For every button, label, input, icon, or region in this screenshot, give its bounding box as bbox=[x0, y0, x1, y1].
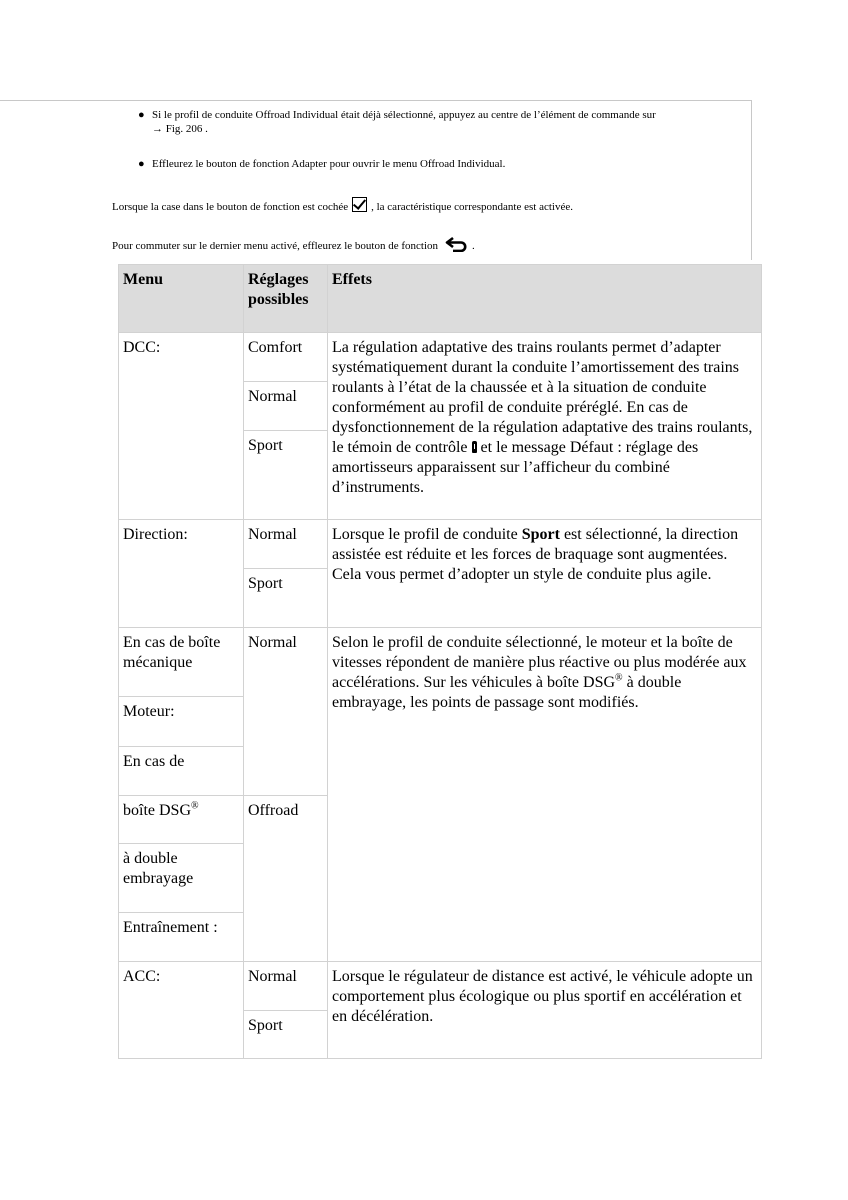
bullet1-text: Si le profil de conduite Offroad Individual était déjà sélectionné, appuyez au centre de l’élément de commande sur bbox=[152, 109, 656, 121]
figure-reference: → Fig. 206 . bbox=[152, 123, 208, 135]
motor-menu-1: En cas de boîte mécanique bbox=[119, 628, 244, 697]
direction-effect bbox=[328, 520, 762, 628]
bullet-dot: ● bbox=[138, 109, 145, 121]
table-row bbox=[119, 961, 762, 1010]
list-item bbox=[138, 157, 722, 171]
motor-setting-offroad: Offroad bbox=[244, 795, 328, 961]
motor-effect bbox=[328, 628, 762, 961]
registered-mark: ® bbox=[615, 673, 623, 685]
back-arrow-icon bbox=[444, 236, 470, 256]
motor-effect-text: Selon le profil de conduite sélectionné, le moteur et la boîte de vitesses répondent de manière plus réactive ou plus modérée aux accélérations. Sur les véhicules à boîte DSG bbox=[332, 634, 747, 692]
motor-setting-normal: Normal bbox=[244, 628, 328, 795]
direction-effect-bold: Sport bbox=[521, 526, 560, 544]
table-row bbox=[119, 333, 762, 382]
dcc-effect bbox=[328, 333, 762, 520]
dcc-setting-sport: Sport bbox=[244, 431, 328, 520]
dcc-effect-text: La régulation adaptative des trains roulants permet d’adapter systématiquement durant la conduite l’amortissement des trains roulants à l’état de la chaussée et à la situation de conduite conformément au profil de conduite préréglé. En cas de dysfonctionnement de la régulation adaptative des trains roulants, le témoin de contrôle bbox=[332, 339, 753, 457]
table-header-row bbox=[119, 265, 762, 333]
motor-menu-2: Moteur: bbox=[119, 697, 244, 746]
acc-setting-normal: Normal bbox=[244, 961, 328, 1010]
para2-text: Pour commuter sur le dernier menu activé, effleurez le bouton de fonction bbox=[112, 240, 439, 252]
table-row bbox=[119, 628, 762, 697]
bullet-dot: ● bbox=[138, 158, 145, 170]
direction-setting-normal: Normal bbox=[244, 520, 328, 569]
acc-menu: ACC: bbox=[119, 961, 244, 1058]
motor-menu-5: à double embrayage bbox=[119, 843, 244, 912]
registered-mark: ® bbox=[191, 800, 199, 812]
bullet2-text: Effleurez le bouton de fonction Adapter pour ouvrir le menu Offroad Individual. bbox=[152, 158, 506, 170]
dcc-setting-comfort: Comfort bbox=[244, 333, 328, 382]
para1-text: Lorsque la case dans le bouton de fonction est cochée bbox=[112, 201, 349, 213]
paragraph-checkbox-note bbox=[112, 197, 573, 214]
dcc-effect-text-end: et le message Défaut : réglage des amortisseurs apparaissent sur l’afficheur du combiné d’instruments. bbox=[332, 439, 699, 497]
acc-effect: Lorsque le régulateur de distance est activé, le véhicule adopte un comportement plus écologique ou plus sportif en accélération et en décélération. bbox=[328, 961, 762, 1058]
direction-effect-text: Lorsque le profil de conduite bbox=[332, 526, 518, 544]
motor-effect-text-end: à double embrayage, les points de passage sont modifiés. bbox=[332, 674, 682, 712]
paragraph-back-note bbox=[112, 236, 475, 256]
table-row bbox=[119, 520, 762, 569]
motor-menu-4-text: boîte DSG bbox=[123, 801, 191, 819]
header-effects: Effets bbox=[328, 265, 762, 333]
dcc-menu: DCC: bbox=[119, 333, 244, 520]
header-settings: Réglages possibles bbox=[244, 265, 328, 333]
para1-text-end: , la caractéristique correspondante est activée. bbox=[371, 201, 573, 213]
acc-setting-sport: Sport bbox=[244, 1010, 328, 1058]
motor-menu-6: Entraînement : bbox=[119, 912, 244, 961]
drive-profile-table bbox=[118, 264, 762, 1059]
warning-lamp-icon bbox=[472, 441, 477, 453]
para2-end: . bbox=[472, 240, 475, 252]
direction-setting-sport: Sport bbox=[244, 569, 328, 628]
motor-menu-4 bbox=[119, 795, 244, 843]
motor-menu-3: En cas de bbox=[119, 746, 244, 795]
direction-menu: Direction: bbox=[119, 520, 244, 628]
header-menu: Menu bbox=[119, 265, 244, 333]
list-item bbox=[138, 108, 722, 136]
checkbox-checked-icon bbox=[352, 197, 367, 212]
dcc-setting-normal: Normal bbox=[244, 382, 328, 431]
direction-effect-text-end: est sélectionné, la direction assistée est réduite et les forces de braquage sont augmentées. Cela vous permet d’adopter un style de conduite plus agile. bbox=[332, 526, 739, 584]
